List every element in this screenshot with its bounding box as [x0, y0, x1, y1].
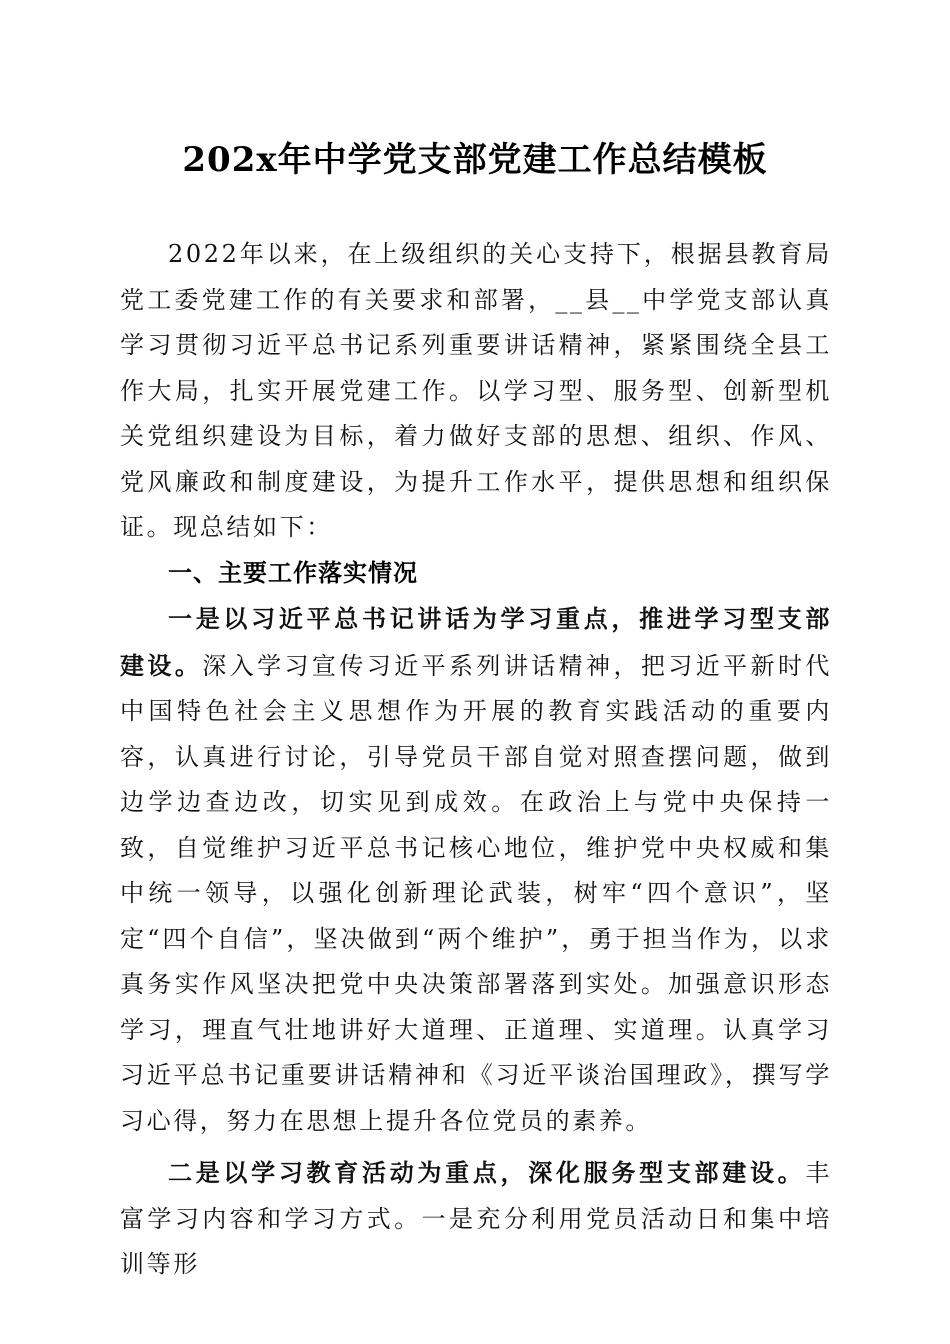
paragraph-service-type-branch: [120, 1150, 832, 1288]
paragraph-lead-sentence: 一是以习近平总书记讲话为学习重点，推进学习型支部建设。: [120, 604, 832, 680]
section-heading-main-work: 一、主要工作落实情况: [168, 558, 418, 587]
document-body: [120, 232, 832, 1288]
paragraph-body-text: 丰富学习内容和学习方式。一是充分利用党员活动日和集中培训等形: [120, 1159, 832, 1278]
document-title: 202x年中学党支部党建工作总结模板: [182, 140, 768, 180]
intro-paragraph: 2022年以来，在上级组织的关心支持下，根据县教育局党工委党建工作的有关要求和部署，__县__中学党支部认真学习贯彻习近平总书记系列重要讲话精神，紧紧围绕全县工作大局，扎实开展党建工作。以学习型、服务型、创新型机关党组织建设为目标，着力做好支部的思想、组织、作风、党风廉政和制度建设，为提升工作水平，提供思想和组织保证。现总结如下：: [120, 240, 832, 541]
paragraph-body-text: 深入学习宣传习近平系列讲话精神，把习近平新时代中国特色社会主义思想作为开展的教育实践活动的重要内容，认真进行讨论，引导党员干部自觉对照查摆问题，做到边学边查边改，切实见到成效。在政治上与党中央保持一致，自觉维护习近平总书记核心地位，维护党中央权威和集中统一领导，以强化创新理论武装，树牢“四个意识”，坚定“四个自信”，坚决做到“两个维护”，勇于担当作为，以求真务实作风坚决把党中央决策部署落到实处。加强意识形态学习，理直气壮地讲好大道理、正道理、实道理。认真学习习近平总书记重要讲话精神和《习近平谈治国理政》，撰写学习心得，努力在思想上提升各位党员的素养。: [120, 651, 832, 1135]
paragraph-study-type-branch: [120, 596, 832, 1144]
paragraph-lead-sentence: 二是以学习教育活动为重点，深化服务型支部建设。: [168, 1158, 806, 1187]
